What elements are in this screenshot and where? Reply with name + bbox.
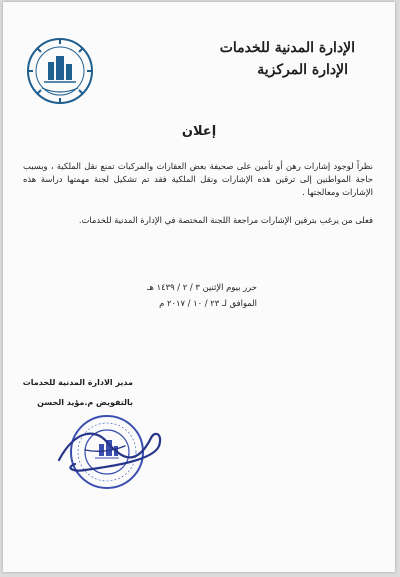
header-line-2: الإدارة المركزية [257,62,348,78]
body-paragraph-1: نظراً لوجود إشارات رهن أو تأمين على صحيفة بعض العقارات والمركبات تمنع نقل الملكية ، وبسبب حاجة المواطنين إلى ترقين هذه الإشارات ونقل الملكية فقد تم تشكيل لجنة مهمتها دراسة هذه الإشارات ومعالجتها . [23,161,373,197]
gregorian-date: الموافق لـ ٢٣ / ١٠ / ٢٠١٧ م [159,298,257,308]
page-title: إعلان [181,124,217,139]
signatory-name: بالتفويض م.مؤيد الحسن [37,398,133,407]
hijri-date: حرر بيوم الإثنين ٣ / ٢ / ١٤٣٩ هـ [147,282,257,292]
header-line-1: الإدارة المدنية للخدمات [219,40,355,56]
body-paragraph-2: فعلى من يرغب بترقين الإشارات مراجعة اللجنة المختصة في الإدارة المدنية للخدمات. [78,215,373,225]
organization-logo-icon [26,36,94,106]
document-page [3,2,395,572]
signature-icon [55,420,167,480]
signatory-title: مدير الادارة المدنية للخدمات [22,378,133,387]
